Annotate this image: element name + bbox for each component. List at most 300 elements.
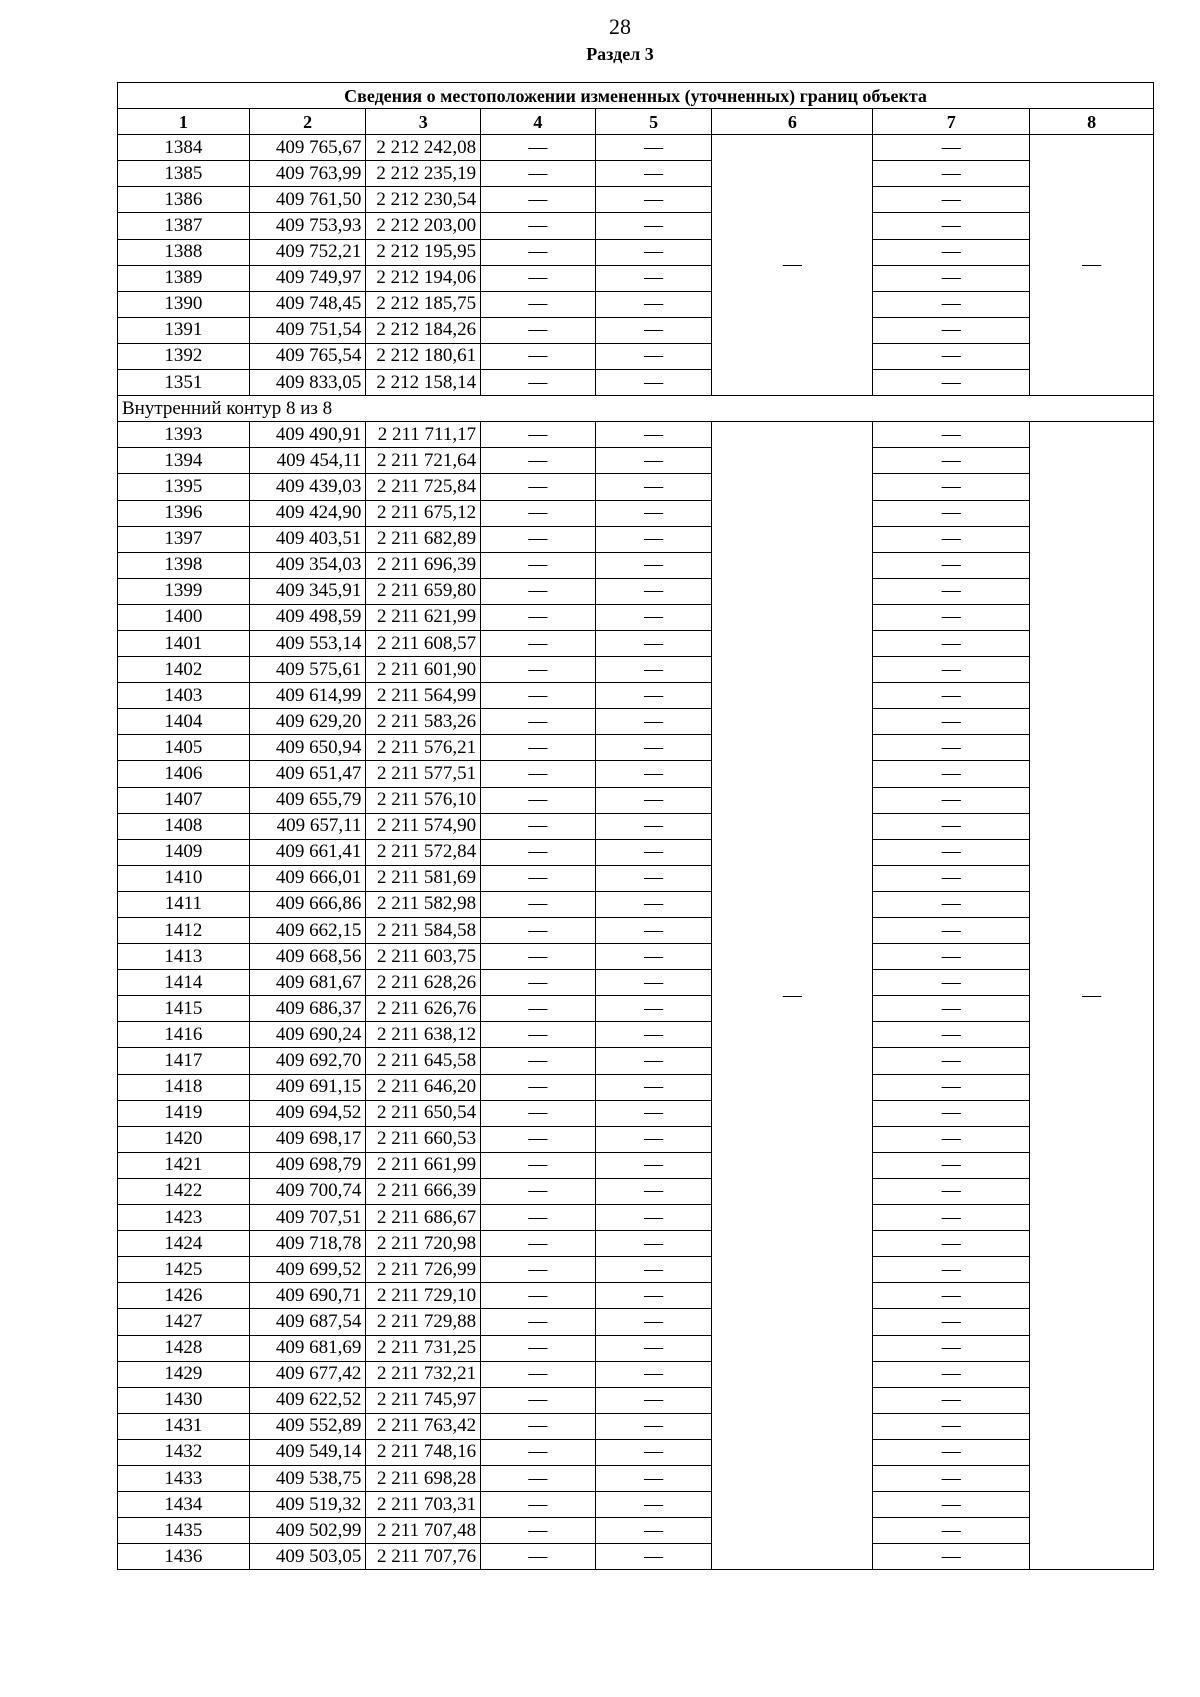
coord-y: 2 211 608,57 (366, 630, 481, 656)
column-header-7: 7 (873, 109, 1030, 135)
coord-x: 409 677,42 (249, 1361, 366, 1387)
col4-dash: — (481, 578, 596, 604)
col5-dash: — (595, 187, 712, 213)
point-number: 1403 (118, 683, 250, 709)
point-number: 1395 (118, 474, 250, 500)
col5-dash: — (595, 891, 712, 917)
table-row (118, 1205, 1154, 1231)
table-row (118, 265, 1154, 291)
col5-dash: — (595, 1205, 712, 1231)
col5-dash: — (595, 787, 712, 813)
col5-dash: — (595, 1257, 712, 1283)
table-row (118, 683, 1154, 709)
point-number: 1421 (118, 1152, 250, 1178)
point-number: 1427 (118, 1309, 250, 1335)
coord-x: 409 345,91 (249, 578, 366, 604)
col5-dash: — (595, 918, 712, 944)
coord-y: 2 211 659,80 (366, 578, 481, 604)
point-number: 1391 (118, 317, 250, 343)
coord-y: 2 211 763,42 (366, 1413, 481, 1439)
col5-dash: — (595, 1439, 712, 1465)
point-number: 1422 (118, 1178, 250, 1204)
coord-x: 409 354,03 (249, 552, 366, 578)
point-number: 1409 (118, 839, 250, 865)
coord-x: 409 698,79 (249, 1152, 366, 1178)
coord-y: 2 211 745,97 (366, 1387, 481, 1413)
table-row (118, 1283, 1154, 1309)
col4-dash: — (481, 1439, 596, 1465)
col7-dash: — (873, 813, 1030, 839)
col5-dash: — (595, 1283, 712, 1309)
coord-y: 2 211 686,67 (366, 1205, 481, 1231)
table-row (118, 578, 1154, 604)
coord-x: 409 502,99 (249, 1518, 366, 1544)
coord-y: 2 211 583,26 (366, 709, 481, 735)
coord-y: 2 212 185,75 (366, 291, 481, 317)
section-title: Раздел 3 (586, 44, 654, 64)
coord-y: 2 212 235,19 (366, 161, 481, 187)
point-number: 1404 (118, 709, 250, 735)
col5-dash: — (595, 604, 712, 630)
col5-dash: — (595, 239, 712, 265)
coord-y: 2 212 180,61 (366, 343, 481, 369)
col4-dash: — (481, 265, 596, 291)
table-body (118, 83, 1154, 1570)
coord-y: 2 211 731,25 (366, 1335, 481, 1361)
col4-dash: — (481, 970, 596, 996)
col5-dash: — (595, 1413, 712, 1439)
point-number: 1402 (118, 657, 250, 683)
col5-dash: — (595, 1231, 712, 1257)
col4-dash: — (481, 422, 596, 448)
col4-dash: — (481, 787, 596, 813)
table-row (118, 474, 1154, 500)
coord-x: 409 681,67 (249, 970, 366, 996)
col4-dash: — (481, 761, 596, 787)
col4-dash: — (481, 1309, 596, 1335)
col4-dash: — (481, 630, 596, 656)
table-row (118, 970, 1154, 996)
coord-y: 2 211 581,69 (366, 865, 481, 891)
table-row (118, 239, 1154, 265)
coord-y: 2 212 230,54 (366, 187, 481, 213)
col7-dash: — (873, 918, 1030, 944)
coord-y: 2 211 646,20 (366, 1074, 481, 1100)
point-number: 1392 (118, 343, 250, 369)
table-row (118, 709, 1154, 735)
col5-dash: — (595, 735, 712, 761)
coord-y: 2 211 707,48 (366, 1518, 481, 1544)
coord-x: 409 761,50 (249, 187, 366, 213)
point-number: 1394 (118, 448, 250, 474)
coord-x: 409 707,51 (249, 1205, 366, 1231)
col7-dash: — (873, 891, 1030, 917)
col7-dash: — (873, 1465, 1030, 1491)
table-row (118, 813, 1154, 839)
coord-x: 409 614,99 (249, 683, 366, 709)
point-number: 1396 (118, 500, 250, 526)
point-number: 1429 (118, 1361, 250, 1387)
table-row (118, 1257, 1154, 1283)
coord-x: 409 833,05 (249, 370, 366, 396)
coord-y: 2 211 577,51 (366, 761, 481, 787)
col7-dash: — (873, 1439, 1030, 1465)
column-header-6: 6 (712, 109, 873, 135)
table-row (118, 161, 1154, 187)
col5-dash: — (595, 161, 712, 187)
page-number: 28 (609, 14, 631, 39)
coord-y: 2 212 203,00 (366, 213, 481, 239)
table-row (118, 526, 1154, 552)
point-number: 1407 (118, 787, 250, 813)
col7-dash: — (873, 265, 1030, 291)
coord-y: 2 211 748,16 (366, 1439, 481, 1465)
point-number: 1405 (118, 735, 250, 761)
coord-y: 2 211 576,21 (366, 735, 481, 761)
coord-x: 409 661,41 (249, 839, 366, 865)
point-number: 1388 (118, 239, 250, 265)
table-row (118, 944, 1154, 970)
table-row (118, 500, 1154, 526)
col4-dash: — (481, 1048, 596, 1074)
column-header-8: 8 (1030, 109, 1154, 135)
col4-dash: — (481, 604, 596, 630)
col5-dash: — (595, 265, 712, 291)
col7-dash: — (873, 291, 1030, 317)
coord-x: 409 403,51 (249, 526, 366, 552)
point-number: 1386 (118, 187, 250, 213)
col5-dash: — (595, 944, 712, 970)
col4-dash: — (481, 1387, 596, 1413)
point-number: 1415 (118, 996, 250, 1022)
point-number: 1428 (118, 1335, 250, 1361)
point-number: 1351 (118, 370, 250, 396)
col5-dash: — (595, 1361, 712, 1387)
coord-y: 2 211 645,58 (366, 1048, 481, 1074)
col5-dash: — (595, 1518, 712, 1544)
col5-dash: — (595, 317, 712, 343)
point-number: 1431 (118, 1413, 250, 1439)
col7-dash: — (873, 1257, 1030, 1283)
col4-dash: — (481, 1100, 596, 1126)
table-row (118, 839, 1154, 865)
col5-dash: — (595, 813, 712, 839)
coord-x: 409 424,90 (249, 500, 366, 526)
col4-dash: — (481, 1126, 596, 1152)
col7-dash: — (873, 1413, 1030, 1439)
col4-dash: — (481, 683, 596, 709)
col7-dash: — (873, 1309, 1030, 1335)
col4-dash: — (481, 474, 596, 500)
coord-y: 2 211 720,98 (366, 1231, 481, 1257)
col7-dash: — (873, 787, 1030, 813)
coord-y: 2 211 638,12 (366, 1022, 481, 1048)
col4-dash: — (481, 813, 596, 839)
coord-x: 409 498,59 (249, 604, 366, 630)
col7-dash: — (873, 1100, 1030, 1126)
col5-dash: — (595, 996, 712, 1022)
col5-dash: — (595, 370, 712, 396)
point-number: 1426 (118, 1283, 250, 1309)
table-row (118, 135, 1154, 161)
col6-dash: — (712, 422, 873, 1570)
table-row (118, 1126, 1154, 1152)
col5-dash: — (595, 343, 712, 369)
col5-dash: — (595, 630, 712, 656)
table-row (118, 1231, 1154, 1257)
table-row (118, 1413, 1154, 1439)
col7-dash: — (873, 370, 1030, 396)
column-header-5: 5 (595, 109, 712, 135)
col4-dash: — (481, 1413, 596, 1439)
point-number: 1400 (118, 604, 250, 630)
point-number: 1408 (118, 813, 250, 839)
coord-x: 409 519,32 (249, 1492, 366, 1518)
table-row (118, 1518, 1154, 1544)
coord-y: 2 211 582,98 (366, 891, 481, 917)
col5-dash: — (595, 970, 712, 996)
coord-x: 409 503,05 (249, 1544, 366, 1570)
col5-dash: — (595, 448, 712, 474)
point-number: 1432 (118, 1439, 250, 1465)
table-row (118, 1309, 1154, 1335)
col5-dash: — (595, 709, 712, 735)
col7-dash: — (873, 709, 1030, 735)
col5-dash: — (595, 526, 712, 552)
table-row (118, 422, 1154, 448)
col4-dash: — (481, 1335, 596, 1361)
point-number: 1436 (118, 1544, 250, 1570)
coord-y: 2 211 711,17 (366, 422, 481, 448)
table-row (118, 448, 1154, 474)
col5-dash: — (595, 1100, 712, 1126)
col4-dash: — (481, 448, 596, 474)
coord-x: 409 698,17 (249, 1126, 366, 1152)
coord-y: 2 211 666,39 (366, 1178, 481, 1204)
col7-dash: — (873, 239, 1030, 265)
coord-y: 2 212 195,95 (366, 239, 481, 265)
coord-y: 2 211 703,31 (366, 1492, 481, 1518)
col4-dash: — (481, 1257, 596, 1283)
col4-dash: — (481, 370, 596, 396)
col4-dash: — (481, 135, 596, 161)
table-row (118, 761, 1154, 787)
coord-x: 409 549,14 (249, 1439, 366, 1465)
coord-x: 409 650,94 (249, 735, 366, 761)
coord-x: 409 690,71 (249, 1283, 366, 1309)
col8-dash: — (1030, 135, 1154, 396)
col7-dash: — (873, 630, 1030, 656)
coord-y: 2 212 158,14 (366, 370, 481, 396)
col4-dash: — (481, 526, 596, 552)
col5-dash: — (595, 135, 712, 161)
col4-dash: — (481, 865, 596, 891)
col7-dash: — (873, 213, 1030, 239)
col7-dash: — (873, 474, 1030, 500)
coord-y: 2 211 707,76 (366, 1544, 481, 1570)
col4-dash: — (481, 1022, 596, 1048)
coord-y: 2 211 626,76 (366, 996, 481, 1022)
table-row (118, 370, 1154, 396)
col5-dash: — (595, 422, 712, 448)
table-row (118, 865, 1154, 891)
coord-x: 409 751,54 (249, 317, 366, 343)
coord-y: 2 211 696,39 (366, 552, 481, 578)
table-row (118, 1178, 1154, 1204)
table-row (118, 213, 1154, 239)
coord-x: 409 454,11 (249, 448, 366, 474)
col4-dash: — (481, 918, 596, 944)
col5-dash: — (595, 1544, 712, 1570)
coord-x: 409 687,54 (249, 1309, 366, 1335)
col5-dash: — (595, 291, 712, 317)
table-row (118, 918, 1154, 944)
coord-x: 409 439,03 (249, 474, 366, 500)
coord-x: 409 763,99 (249, 161, 366, 187)
table-row (118, 604, 1154, 630)
coord-y: 2 211 729,88 (366, 1309, 481, 1335)
col7-dash: — (873, 1178, 1030, 1204)
col7-dash: — (873, 1387, 1030, 1413)
col7-dash: — (873, 187, 1030, 213)
col7-dash: — (873, 1283, 1030, 1309)
col4-dash: — (481, 735, 596, 761)
table-row (118, 1387, 1154, 1413)
table-row (118, 1361, 1154, 1387)
coord-x: 409 629,20 (249, 709, 366, 735)
point-number: 1406 (118, 761, 250, 787)
coord-x: 409 666,86 (249, 891, 366, 917)
col7-dash: — (873, 683, 1030, 709)
point-number: 1424 (118, 1231, 250, 1257)
col4-dash: — (481, 839, 596, 865)
col7-dash: — (873, 761, 1030, 787)
coord-x: 409 651,47 (249, 761, 366, 787)
col7-dash: — (873, 1048, 1030, 1074)
col7-dash: — (873, 1335, 1030, 1361)
coord-x: 409 753,93 (249, 213, 366, 239)
boundary-table (117, 82, 1154, 1570)
coord-x: 409 749,97 (249, 265, 366, 291)
column-header-4: 4 (481, 109, 596, 135)
coord-y: 2 211 576,10 (366, 787, 481, 813)
coord-x: 409 765,67 (249, 135, 366, 161)
coord-x: 409 699,52 (249, 1257, 366, 1283)
col7-dash: — (873, 578, 1030, 604)
column-header-2: 2 (249, 109, 366, 135)
col7-dash: — (873, 343, 1030, 369)
coord-x: 409 765,54 (249, 343, 366, 369)
coord-y: 2 211 726,99 (366, 1257, 481, 1283)
point-number: 1399 (118, 578, 250, 604)
table-row (118, 317, 1154, 343)
coord-y: 2 211 698,28 (366, 1465, 481, 1491)
column-header-row (118, 109, 1154, 135)
point-number: 1384 (118, 135, 250, 161)
col4-dash: — (481, 1492, 596, 1518)
col4-dash: — (481, 944, 596, 970)
col7-dash: — (873, 1152, 1030, 1178)
table-row (118, 1022, 1154, 1048)
point-number: 1423 (118, 1205, 250, 1231)
coord-y: 2 211 660,53 (366, 1126, 481, 1152)
col7-dash: — (873, 1205, 1030, 1231)
col5-dash: — (595, 839, 712, 865)
table-row (118, 787, 1154, 813)
col5-dash: — (595, 865, 712, 891)
coord-x: 409 748,45 (249, 291, 366, 317)
coord-x: 409 668,56 (249, 944, 366, 970)
point-number: 1393 (118, 422, 250, 448)
col7-dash: — (873, 1361, 1030, 1387)
coord-x: 409 690,24 (249, 1022, 366, 1048)
col4-dash: — (481, 317, 596, 343)
point-number: 1418 (118, 1074, 250, 1100)
point-number: 1430 (118, 1387, 250, 1413)
coord-x: 409 553,14 (249, 630, 366, 656)
coord-x: 409 694,52 (249, 1100, 366, 1126)
col5-dash: — (595, 1126, 712, 1152)
column-header-1: 1 (118, 109, 250, 135)
col7-dash: — (873, 1544, 1030, 1570)
col4-dash: — (481, 239, 596, 265)
table-row (118, 891, 1154, 917)
point-number: 1414 (118, 970, 250, 996)
coord-y: 2 211 621,99 (366, 604, 481, 630)
col7-dash: — (873, 422, 1030, 448)
table-row (118, 1335, 1154, 1361)
col5-dash: — (595, 552, 712, 578)
col5-dash: — (595, 683, 712, 709)
col4-dash: — (481, 552, 596, 578)
col7-dash: — (873, 944, 1030, 970)
point-number: 1420 (118, 1126, 250, 1152)
coord-x: 409 662,15 (249, 918, 366, 944)
coord-y: 2 211 574,90 (366, 813, 481, 839)
col7-dash: — (873, 1231, 1030, 1257)
col4-dash: — (481, 500, 596, 526)
coord-y: 2 211 628,26 (366, 970, 481, 996)
col5-dash: — (595, 1152, 712, 1178)
table-row (118, 552, 1154, 578)
coord-y: 2 211 732,21 (366, 1361, 481, 1387)
table-row (118, 1544, 1154, 1570)
table-row (118, 1152, 1154, 1178)
coord-y: 2 211 682,89 (366, 526, 481, 552)
col4-dash: — (481, 161, 596, 187)
coord-x: 409 681,69 (249, 1335, 366, 1361)
col5-dash: — (595, 213, 712, 239)
col5-dash: — (595, 1048, 712, 1074)
col4-dash: — (481, 213, 596, 239)
col7-dash: — (873, 735, 1030, 761)
col5-dash: — (595, 474, 712, 500)
point-number: 1410 (118, 865, 250, 891)
coord-x: 409 692,70 (249, 1048, 366, 1074)
table-row (118, 343, 1154, 369)
col5-dash: — (595, 1022, 712, 1048)
coord-x: 409 686,37 (249, 996, 366, 1022)
coord-y: 2 211 721,64 (366, 448, 481, 474)
coord-x: 409 700,74 (249, 1178, 366, 1204)
coord-y: 2 211 729,10 (366, 1283, 481, 1309)
point-number: 1435 (118, 1518, 250, 1544)
coord-y: 2 212 184,26 (366, 317, 481, 343)
point-number: 1434 (118, 1492, 250, 1518)
point-number: 1398 (118, 552, 250, 578)
coord-x: 409 666,01 (249, 865, 366, 891)
point-number: 1401 (118, 630, 250, 656)
